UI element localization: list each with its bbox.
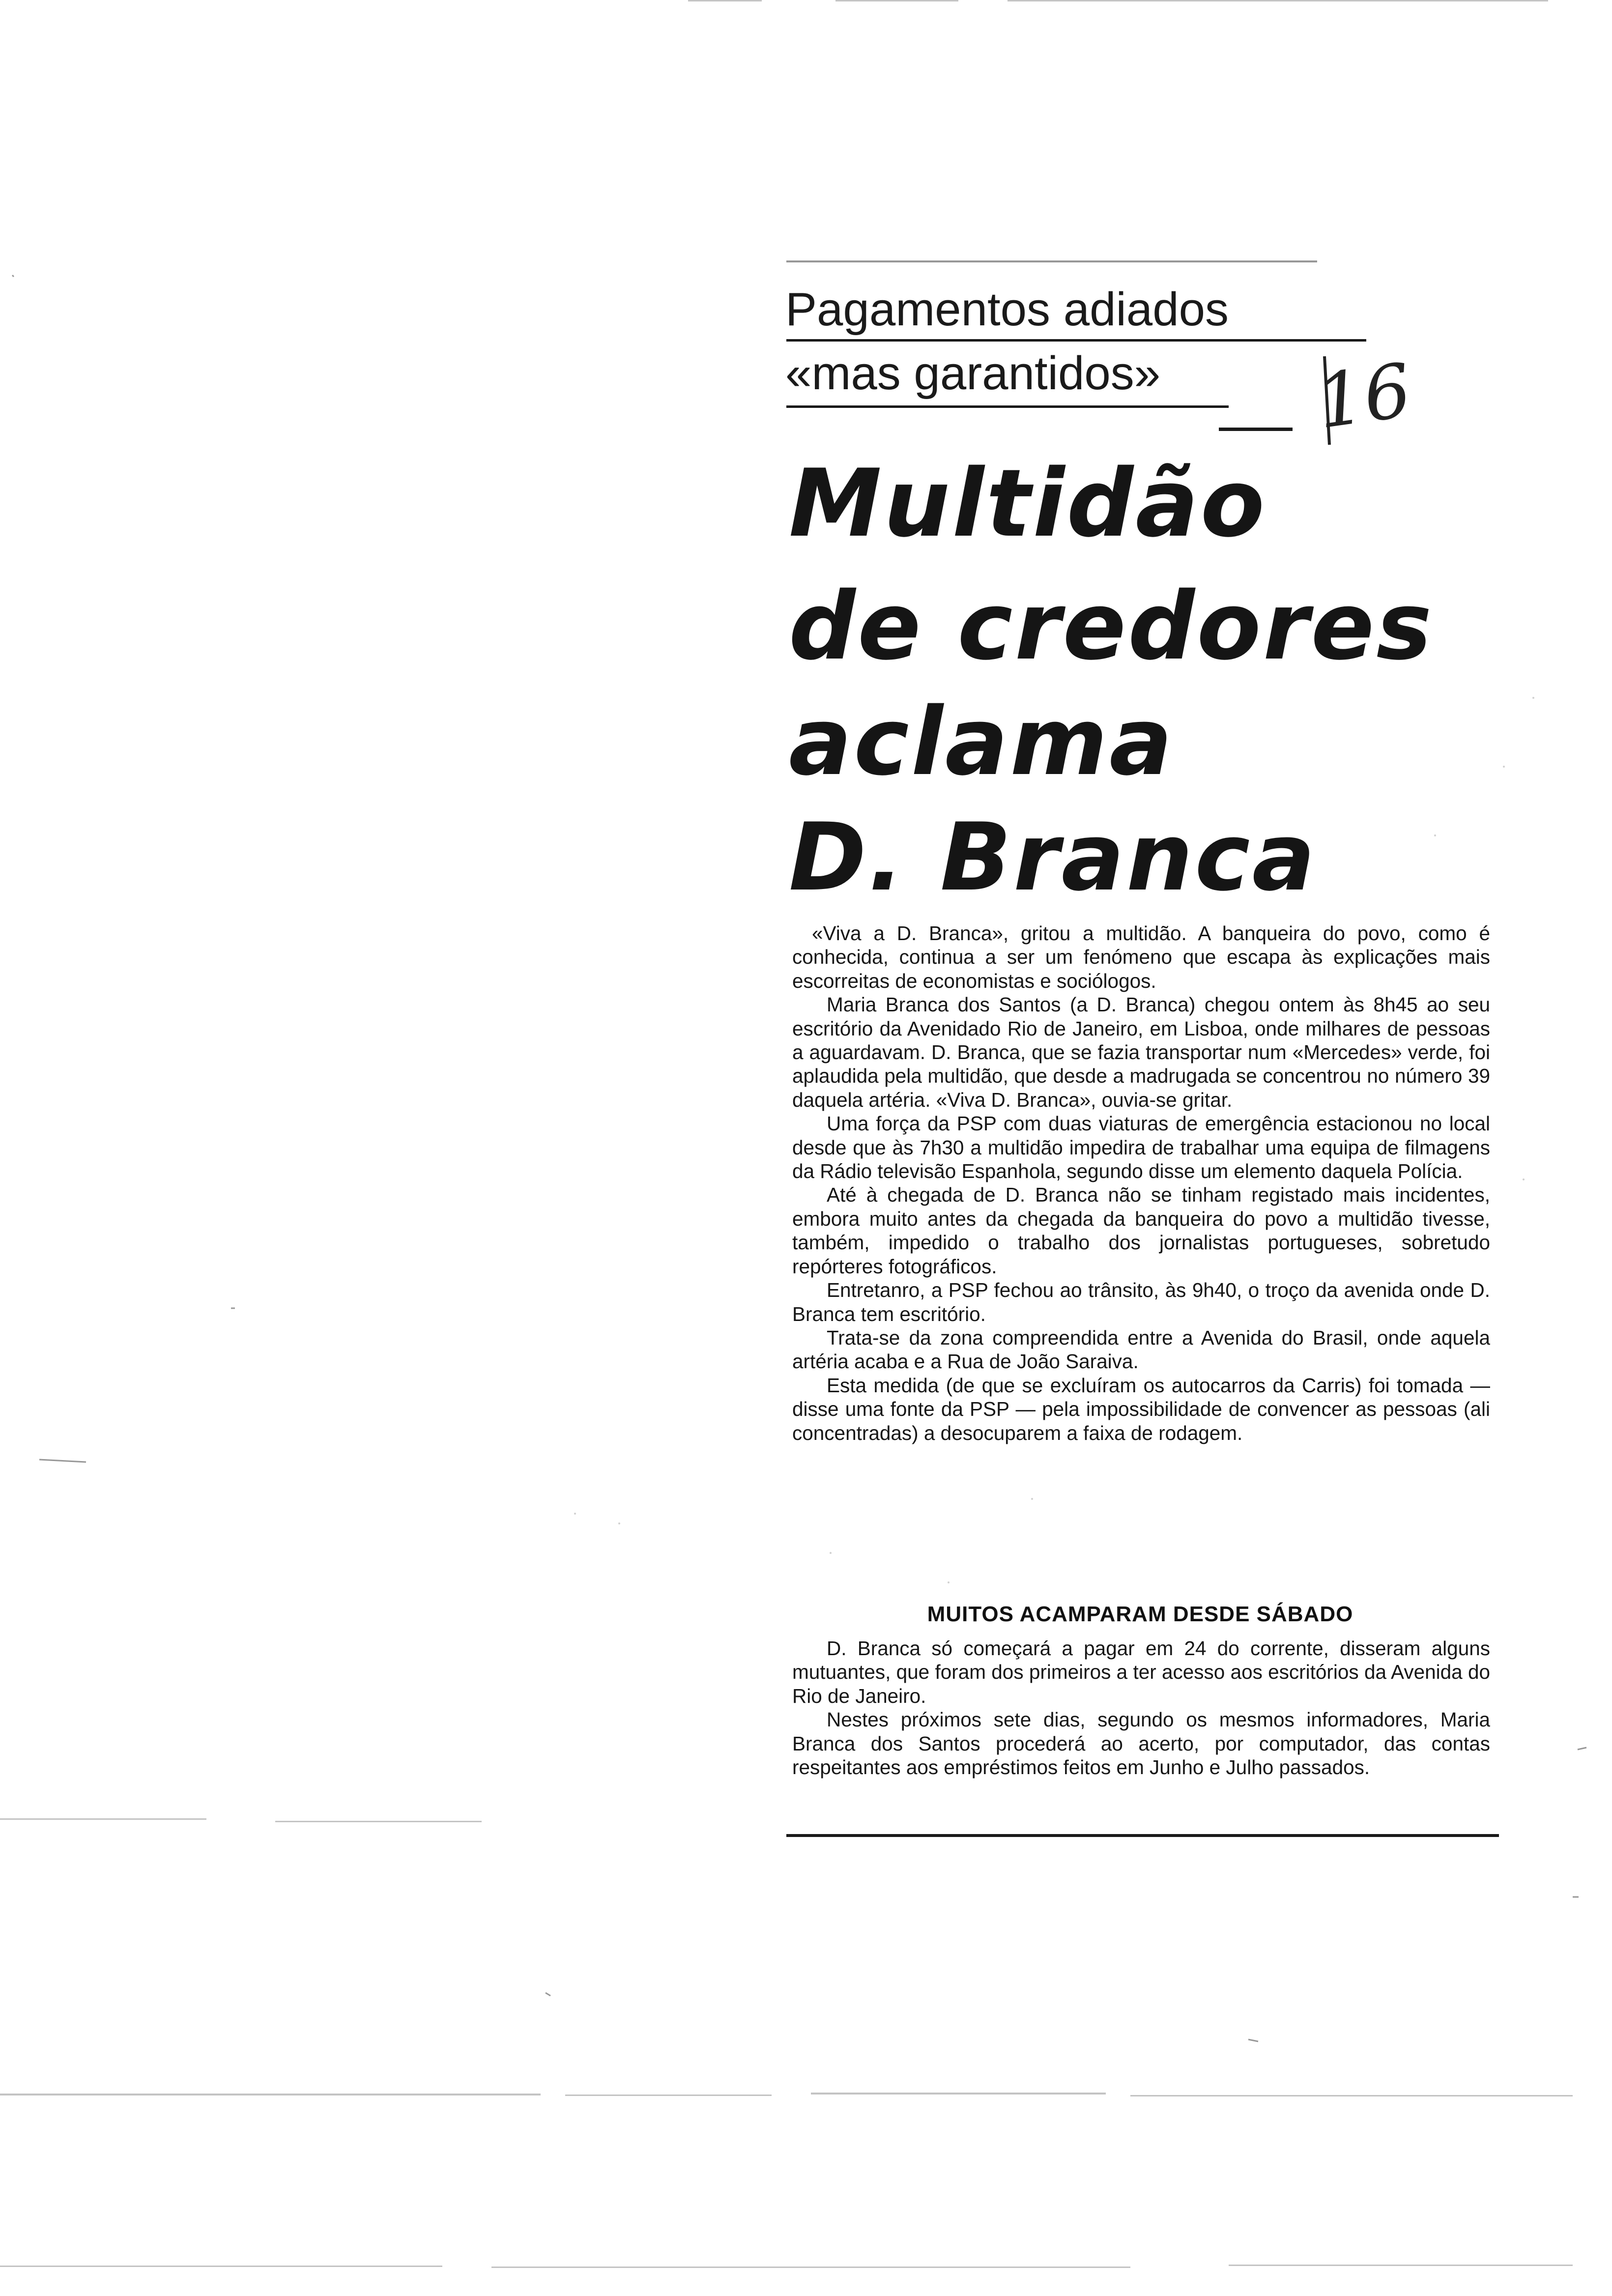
headline-line-2: de credores: [789, 572, 1434, 681]
paragraph: Até à chegada de D. Branca não se tinham registado mais incidentes, embora muito antes da chegada da banqueira do povo a multidão tivesse, também, impedido o trabalho dos jornalistas portugueses, sobretudo repórteres fotográficos.: [792, 1183, 1490, 1278]
bottom-rule: [786, 1834, 1499, 1837]
paragraph: D. Branca só começará a pagar em 24 do corrente, disseram alguns mutuantes, que foram dos primeiros a ter acesso aos escritórios da Avenida do Rio de Janeiro.: [792, 1637, 1490, 1707]
paragraph: «Viva a D. Branca», gritou a multidão. A banqueira do povo, como é conhecida, continua a ser um fenómeno que escapa às explicações mais escorreitas de economistas e sociólogos.: [792, 922, 1490, 992]
kicker-underline-2: [786, 405, 1229, 408]
headline-line-1: Multidão: [789, 449, 1267, 558]
headline-line-3: aclama: [789, 688, 1175, 796]
article-body: [792, 921, 1490, 1445]
newspaper-clipping: [767, 256, 1524, 1843]
top-rule: [786, 260, 1317, 262]
paragraph: Esta medida (de que se excluíram os autocarros da Carris) foi tomada — disse uma fonte da PSP — pela impossibilidade de convencer as pessoas (ali concentradas) a desocuparem a faixa de rodagem.: [792, 1374, 1490, 1444]
article-subheading: MUITOS ACAMPARAM DESDE SÁBADO: [927, 1602, 1353, 1626]
kicker-underline-1: [786, 339, 1366, 342]
handwritten-mark: 16: [1311, 347, 1417, 446]
paragraph: Trata-se da zona compreendida entre a Avenida do Brasil, onde aquela artéria acaba e a Rua de João Saraiva.: [792, 1326, 1490, 1373]
paragraph: Maria Branca dos Santos (a D. Branca) chegou ontem às 8h45 ao seu escritório da Avenidado Rio de Janeiro, em Lisboa, onde milhares de pessoas a aguardavam. D. Branca, que se fazia transportar num «Mercedes» verde, foi aplaudida pela multidão, que desde a madrugada se concentrou no número 39 daquela artéria. «Viva D. Branca», ouvia-se gritar.: [792, 993, 1490, 1111]
article-body-continued: [792, 1636, 1490, 1779]
paragraph: Entretanro, a PSP fechou ao trânsito, às 9h40, o troço da avenida onde D. Branca tem escritório.: [792, 1279, 1490, 1325]
paragraph: Nestes próximos sete dias, segundo os mesmos informadores, Maria Branca dos Santos procederá ao acerto, por computador, das contas respeitantes aos empréstimos feitos em Junho e Julho passados.: [792, 1708, 1490, 1779]
kicker-line-1: Pagamentos adiados: [785, 283, 1229, 336]
headline-line-4: D. Branca: [789, 803, 1317, 912]
kicker-line-2: «mas garantidos»: [785, 347, 1161, 400]
dash-mark: [1219, 428, 1293, 431]
paragraph: Uma força da PSP com duas viaturas de emergência estacionou no local desde que às 7h30 a multidão impedira de trabalhar uma equipa de filmagens da Rádio televisão Espanhola, segundo disse um elemento daquela Polícia.: [792, 1112, 1490, 1183]
